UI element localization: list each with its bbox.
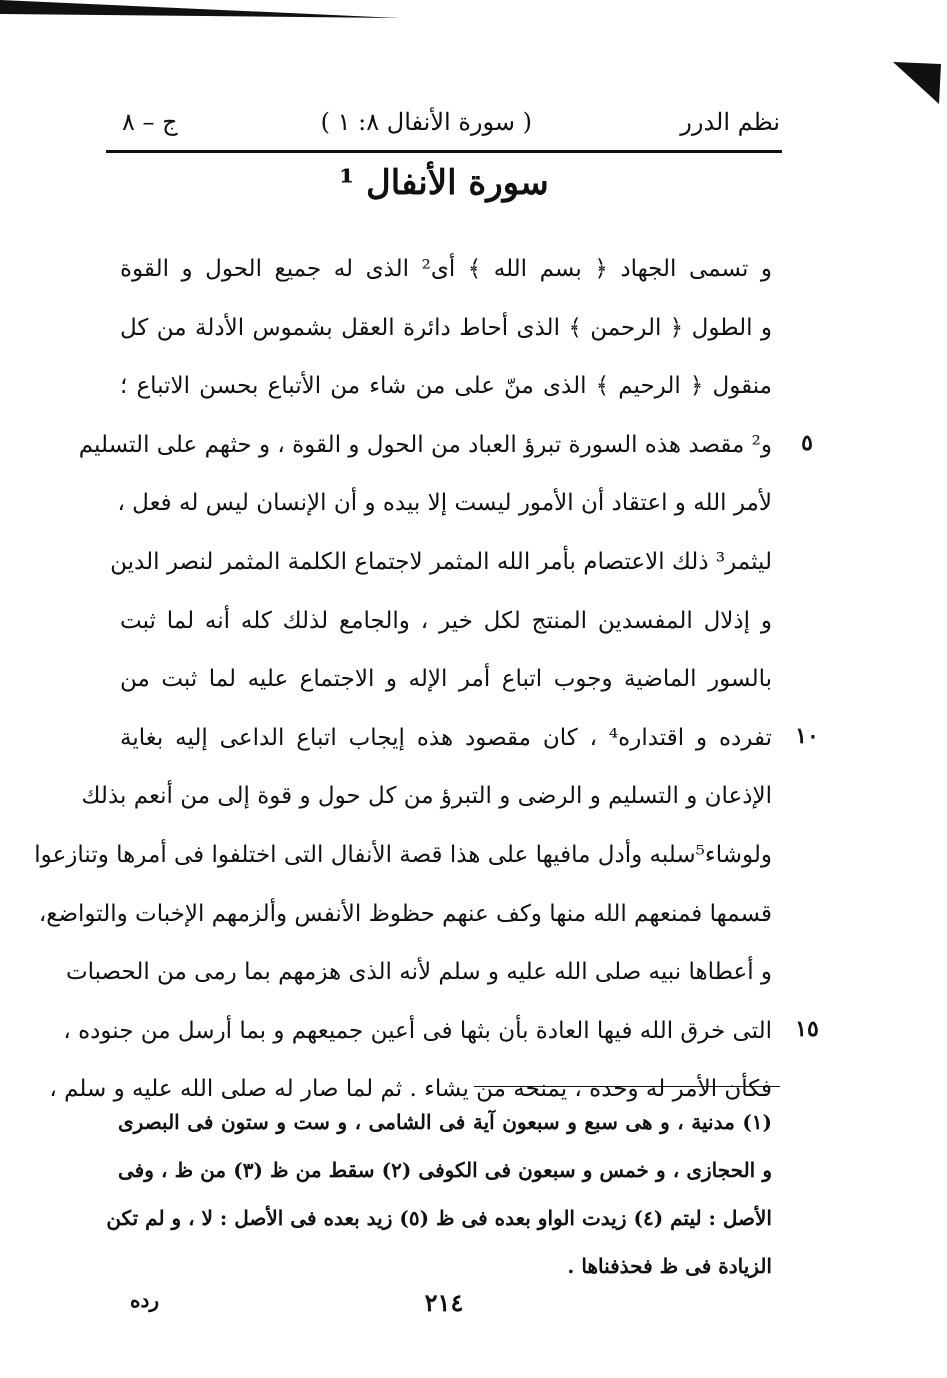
text-line: ولوشاء⁵سلبه وأدل مافيها على هذا قصة الأنفال التى اختلفوا فى أمرها وتنازعوا bbox=[34, 841, 772, 868]
text-line: التى خرق الله فيها العادة بأن بثها فى أعين جميعهم و بما أرسل من جنوده ، bbox=[63, 1017, 772, 1044]
text-line: تفرده و اقتداره⁴ ، كان مقصود هذه إيجاب اتباع الداعى إليه بغاية bbox=[120, 724, 772, 751]
header-rule bbox=[106, 150, 782, 153]
text-line: بالسور الماضية وجوب اتباع أمر الإله و الاجتماع عليه لما ثبت من bbox=[120, 666, 772, 693]
text-line: قسمها فمنعهم الله منها وكف عنهم حظوظ الأنفس وألزمهم الإخبات والتواضع، bbox=[38, 900, 772, 927]
footnote-line: (١) مدنية ، و هى سبع و سبعون آية فى الشامى ، و ست و ستون فى البصرى bbox=[118, 1110, 772, 1134]
line-number-marker: ١٠ bbox=[795, 722, 819, 749]
volume-number: ج – ٨ bbox=[122, 108, 178, 136]
line-number-marker: ١٥ bbox=[795, 1015, 819, 1042]
text-line: و² مقصد هذه السورة تبرؤ العباد من الحول و القوة ، و حثهم على التسليم bbox=[78, 431, 772, 458]
text-line: و أعطاها نبيه صلى الله عليه و سلم لأنه الذى هزمهم بما رمى من الحصبات bbox=[65, 959, 772, 986]
footnote-line: و الحجازى ، و خمس و سبعون فى الكوفى (٢) سقط من ظ (٣) من ظ ، وفى bbox=[118, 1158, 772, 1182]
sura-reference: ( سورة الأنفال ٨: ١ ) bbox=[320, 108, 532, 136]
running-header bbox=[108, 108, 780, 148]
book-title: نظم الدرر bbox=[680, 108, 780, 136]
line-number-marker: ٥ bbox=[801, 429, 813, 456]
text-line: و الطول ﴿ الرحمن ﴾ الذى أحاط دائرة العقل بشموس الأدلة من كل bbox=[120, 314, 772, 341]
text-line: ليثمر³ ذلك الاعتصام بأمر الله المثمر لاجتماع الكلمة المثمر لنصر الدين bbox=[110, 548, 772, 575]
page-number: ٢١٤ bbox=[424, 1288, 464, 1317]
text-line: الإذعان و التسليم و الرضى و التبرؤ من كل حول و قوة إلى من أنعم بذلك bbox=[81, 783, 772, 810]
scan-corner-triangle bbox=[893, 62, 941, 104]
text-line: و تسمى الجهاد ﴿ بسم الله ﴾ أى² الذى له جميع الحول و القوة bbox=[120, 256, 772, 282]
text-line: فكأن الأمر له وحده ، يمنحه من يشاء . ثم لما صار له صلى الله عليه و سلم ، bbox=[49, 1076, 772, 1103]
footnote-line: الأصل : ليتم (٤) زيدت الواو بعده فى ظ (٥) زيد بعده فى الأصل : لا ، و لم تكن bbox=[106, 1206, 772, 1230]
scan-shadow-wedge bbox=[0, 0, 400, 22]
footnote-rule bbox=[474, 1086, 780, 1087]
sura-title: سورة الأنفال ¹ bbox=[339, 163, 549, 203]
catchword: رده bbox=[130, 1288, 160, 1312]
main-text bbox=[34, 240, 772, 1119]
footnotes bbox=[106, 1098, 772, 1290]
text-line: منقول ﴿ الرحيم ﴾ الذى منّ على من شاء من الأتباع بحسن الاتباع ؛ bbox=[120, 373, 772, 400]
text-line: لأمر الله و اعتقاد أن الأمور ليست إلا بيده و أن الإنسان ليس له فعل ، bbox=[117, 490, 772, 517]
footnote-line: الزيادة فى ظ فحذفناها . bbox=[567, 1254, 772, 1278]
text-line: و إذلال المفسدين المنتج لكل خير ، والجامع لذلك كله أنه لما ثبت bbox=[120, 607, 772, 634]
